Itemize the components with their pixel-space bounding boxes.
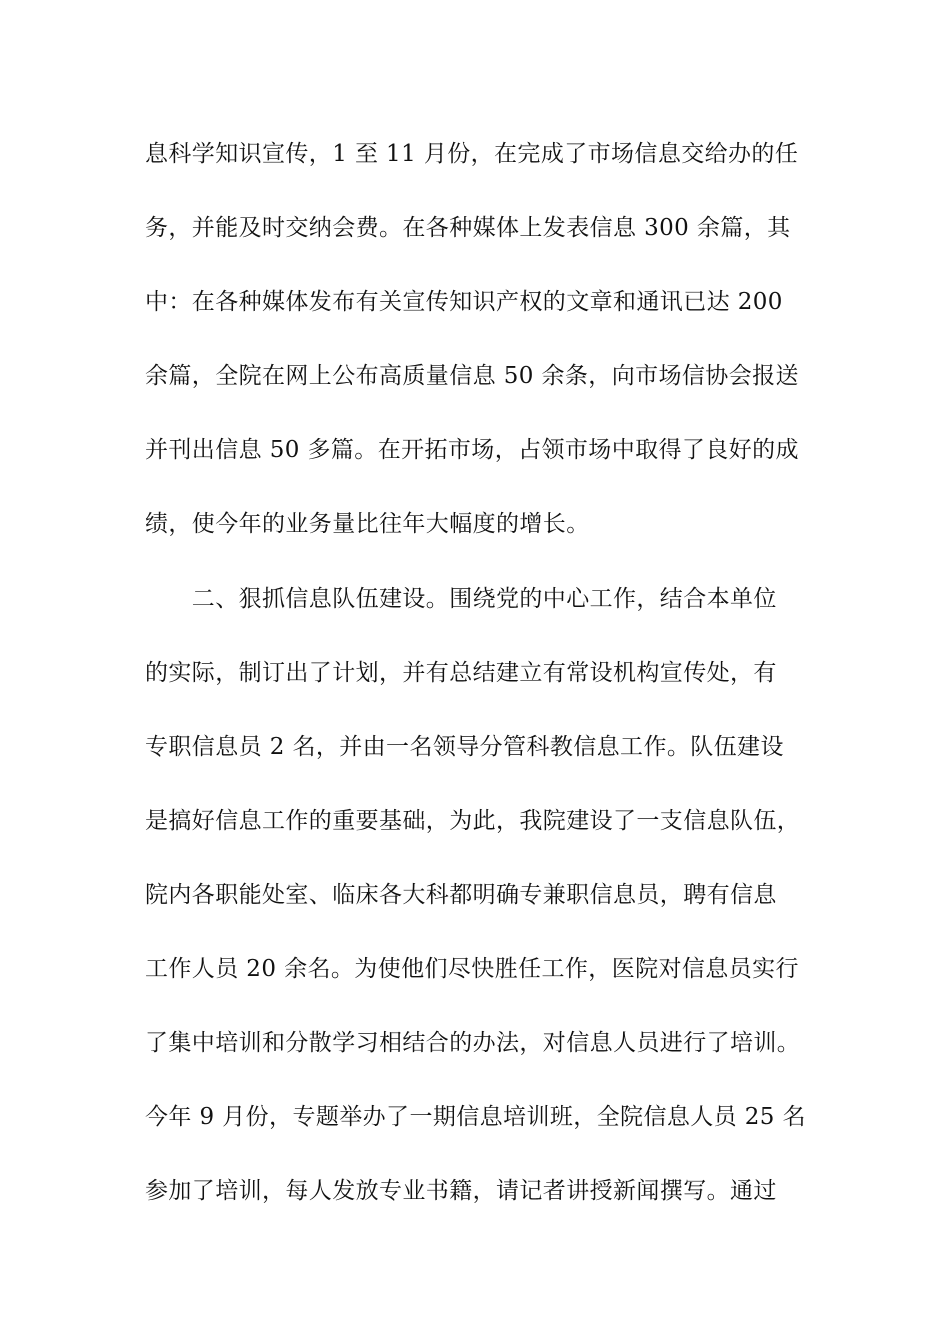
text-line: 专职信息员 2 名，并由一名领导分管科教信息工作。队伍建设 xyxy=(145,733,784,760)
text-line: 余篇，全院在网上公布高质量信息 50 余条，向市场信协会报送 xyxy=(145,363,799,390)
text-line: 院内各职能处室、临床各大科都明确专兼职信息员，聘有信息 xyxy=(145,881,777,908)
text-line: 今年 9 月份，专题举办了一期信息培训班，全院信息人员 25 名 xyxy=(145,1104,806,1131)
text-line: 了集中培训和分散学习相结合的办法，对信息人员进行了培训。 xyxy=(145,1030,801,1057)
text-line: 中：在各种媒体发布有关宣传知识产权的文章和通讯已达 200 xyxy=(145,289,783,316)
text-line: 息科学知识宣传，1 至 11 月份，在完成了市场信息交给办的任 xyxy=(145,141,799,167)
text-line: 是搞好信息工作的重要基础，为此，我院建设了一支信息队伍， xyxy=(145,807,801,834)
text-line: 的实际，制订出了计划，并有总结建立有常设机构宣传处，有 xyxy=(145,659,777,686)
text-line: 参加了培训，每人发放专业书籍，请记者讲授新闻撰写。通过 xyxy=(145,1178,777,1205)
text-line: 二、狠抓信息队伍建设。围绕党的中心工作，结合本单位 xyxy=(145,585,777,612)
document-body xyxy=(145,134,810,1245)
text-line: 并刊出信息 50 多篇。在开拓市场，占领市场中取得了良好的成 xyxy=(145,437,799,464)
paragraph-team-building xyxy=(145,579,810,1246)
text-line: 绩，使今年的业务量比往年大幅度的增长。 xyxy=(145,511,590,538)
text-line: 工作人员 20 余名。为使他们尽快胜任工作，医院对信息员实行 xyxy=(145,956,799,983)
paragraph-continuation xyxy=(145,134,810,579)
text-line: 务，并能及时交纳会费。在各种媒体上发表信息 300 余篇，其 xyxy=(145,215,791,242)
